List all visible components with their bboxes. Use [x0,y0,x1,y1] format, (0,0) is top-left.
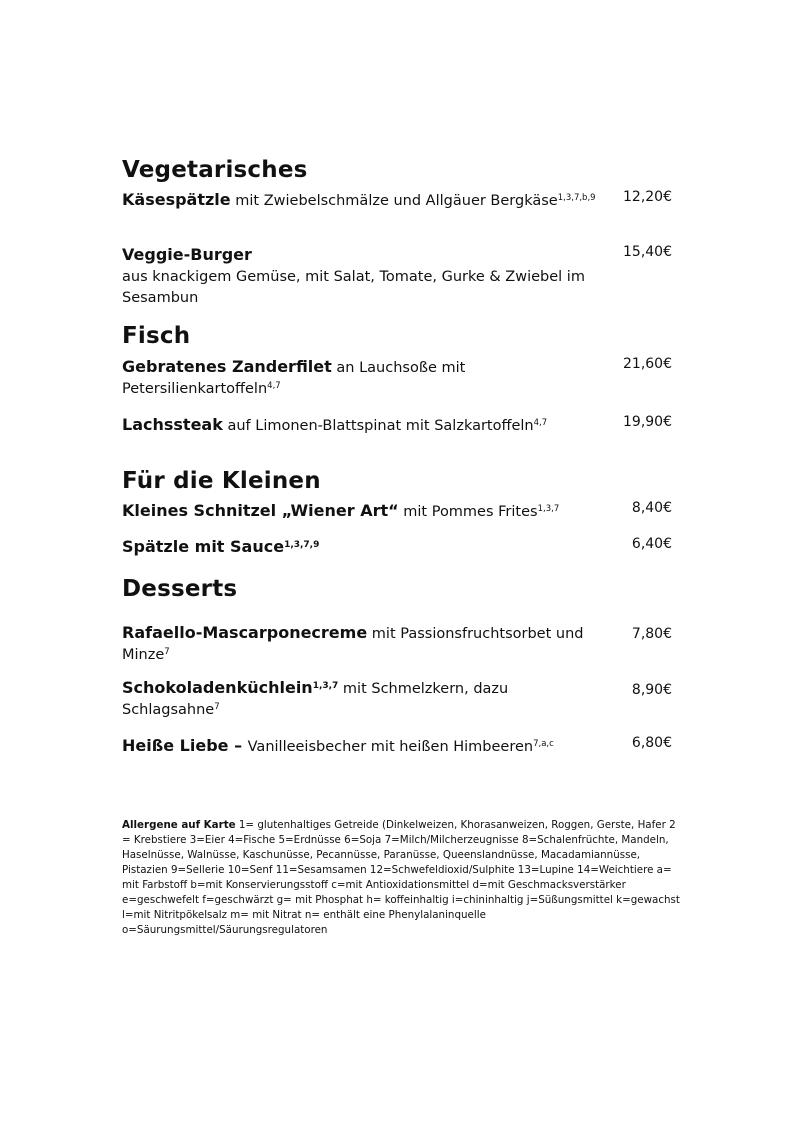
section-heading-fisch: Fisch [122,323,191,349]
menu-item-veggie-burger [122,244,607,309]
allergen-legend-label: Allergene auf Karte [122,819,236,831]
menu-item-kaesespaetzle [122,189,607,212]
item-name: Rafaello-Mascarponecreme [122,623,368,642]
item-description: mit Schmelzkern, dazu Schlagsahne [122,681,509,718]
allergen-codes: 1,3,7,9 [284,540,320,550]
item-name: Käsespätzle [122,190,231,209]
item-description: Vanilleeisbecher mit heißen Himbeeren [247,739,534,755]
allergen-legend [122,818,682,938]
item-name: Lachssteak [122,415,223,434]
section-heading-kleinen: Für die Kleinen [122,468,321,494]
price-spaetzle-sauce: 6,40€ [631,536,672,552]
menu-item-kinderschnitzel [122,500,607,523]
allergen-codes: 7 [164,647,170,657]
allergen-codes: 1,3,7 [537,504,560,514]
item-description: aus knackigem Gemüse, mit Salat, Tomate, Gurke & Zwiebel im Sesambun [122,269,585,306]
menu-item-heisse-liebe [122,735,607,758]
menu-item-zanderfilet [122,356,607,400]
item-name: Kleines Schnitzel „Wiener Art“ [122,501,399,520]
section-heading-vegetarisches: Vegetarisches [122,157,308,183]
allergen-codes-bold: 1,3,7 [312,681,339,691]
item-name: Veggie-Burger [122,245,252,264]
item-description: auf Limonen-Blattspinat mit Salzkartoffeln [222,418,534,434]
price-veggie-burger: 15,40€ [623,244,672,260]
menu-item-spaetzle-sauce [122,536,607,559]
item-description: mit Pommes Frites [398,504,538,520]
price-kaesespaetzle: 12,20€ [623,189,672,205]
price-kinderschnitzel: 8,40€ [631,500,672,516]
price-rafaello: 7,80€ [631,626,672,642]
item-name: Heiße Liebe – [122,736,248,755]
item-name: Spätzle mit Sauce [122,537,285,556]
allergen-codes: 4,7 [533,418,548,428]
item-description: mit Passionsfruchtsorbet und Minze [122,626,584,663]
price-heisse-liebe: 6,80€ [631,735,672,751]
price-lachssteak: 19,90€ [623,414,672,430]
item-name: Gebratenes Zanderfilet [122,357,332,376]
section-heading-desserts: Desserts [122,576,238,602]
menu-item-rafaello [122,622,607,666]
item-description: mit Zwiebelschmälze und Allgäuer Bergkäse [230,193,558,209]
allergen-codes: 7,a,c [533,739,554,749]
item-description: an Lauchsoße mit Petersilienkartoffeln [122,360,466,397]
allergen-codes: 1,3,7,b,9 [557,193,596,203]
allergen-codes: 4,7 [267,381,281,391]
menu-item-lachssteak [122,414,607,437]
allergen-legend-text: 1= glutenhaltiges Getreide (Dinkelweizen, Khorasanweizen, Roggen, Gerste, Hafer 2 = Krebstiere 3=Eier 4=Fische 5=Erdnüsse 6=Soja 7=Milch/Milcherzeugnisse 8=Schalenfrüchte, Mandeln, Haselnüsse, Walnüsse, Kaschunüsse, Pecannüsse, Paranüsse, Queenslandnüsse, Macadamiannüsse, Pistazien 9=Sellerie 10=Senf 11=Sesamsamen 12=Schwefeldioxid/Sulphite 13=Lupine 14=Weichtiere a= mit Farbstoff b=mit Konservierungsstoff c=mit Antioxidationsmittel d=mit Geschmacksverstärker e=geschwefelt f=geschwärzt g= mit Phosphat h= koffeinhaltig i=chininhaltig j=Süßungsmittel k=gewachst l=mit Nitritpökelsalz m= mit Nitrat n= enthält eine Phenylalaninquelle o=Säurungsmittel/Säurungsregulatoren [122,819,680,936]
price-zanderfilet: 21,60€ [623,356,672,372]
menu-item-schokokuechlein [122,677,607,721]
allergen-codes: 7 [214,702,220,712]
item-name: Schokoladenküchlein [122,678,313,697]
price-schokokuechlein: 8,90€ [631,682,672,698]
